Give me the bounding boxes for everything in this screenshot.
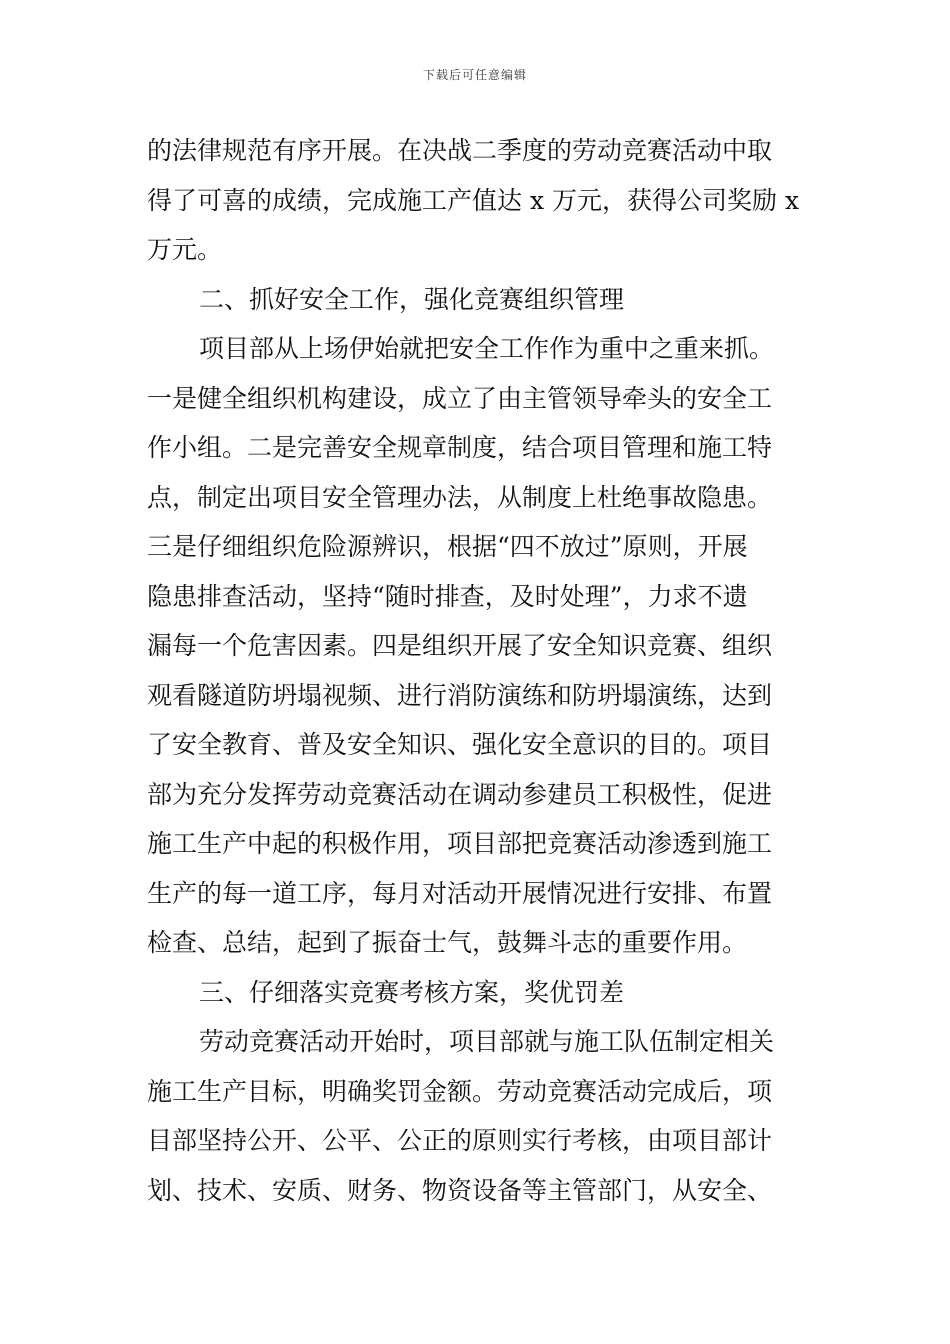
text-line: 一是健全组织机构建设，成立了由主管领导牵头的安全工 [147,383,773,413]
text-line: 得了可喜的成绩，完成施工产值达 x 万元，获得公司奖励 x [147,185,800,215]
text-line: 观看隧道防坍塌视频、进行消防演练和防坍塌演练，达到 [147,680,773,710]
text-line: 了安全教育、普及安全知识、强化安全意识的目的。项目 [147,730,773,759]
text-line: 目部坚持公开、公平、公正的原则实行考核，由项目部计 [147,1126,773,1155]
text-line: 三是仔细组织危险源辨识，根据“四不放过”原则，开展 [147,532,748,561]
section-heading: 二、抓好安全工作，强化竞赛组织管理 [199,284,625,314]
paragraph-start: 劳动竞赛活动开始时，项目部就与施工队伍制定相关 [199,1027,775,1056]
text-line: 施工生产中起的积极作用，项目部把竞赛活动渗透到施工 [147,829,773,858]
text-line: 点，制定出项目安全管理办法，从制度上杜绝事故隐患。 [147,482,773,512]
text-line: 的法律规范有序开展。在决战二季度的劳动竞赛活动中取 [147,136,773,165]
text-line: 隐患排查活动，坚持“随时排查，及时处理”，力求不遗 [147,581,748,611]
text-line: 检查、总结，起到了振奋士气，鼓舞斗志的重要作用。 [147,928,748,957]
text-line: 施工生产目标，明确奖罚金额。劳动竞赛活动完成后，项 [147,1076,773,1106]
text-line: 漏每一个危害因素。四是组织开展了安全知识竞赛、组织 [147,631,773,660]
text-line: 作小组。二是完善安全规章制度，结合项目管理和施工特 [147,433,773,462]
paragraph-start: 项目部从上场伊始就把安全工作作为重中之重来抓。 [199,334,775,363]
section-heading: 三、仔细落实竞赛考核方案，奖优罚差 [199,977,625,1007]
text-line: 万元。 [147,235,223,264]
document-body [147,126,807,1215]
text-line: 划、技术、安质、财务、物资设备等主管部门，从安全、 [147,1175,773,1205]
text-line: 部为充分发挥劳动竞赛活动在调动参建员工积极性，促进 [147,779,773,809]
text-line: 生产的每一道工序，每月对活动开展情况进行安排、布置 [147,878,773,908]
page-header: 下载后可任意编辑 [422,68,527,82]
